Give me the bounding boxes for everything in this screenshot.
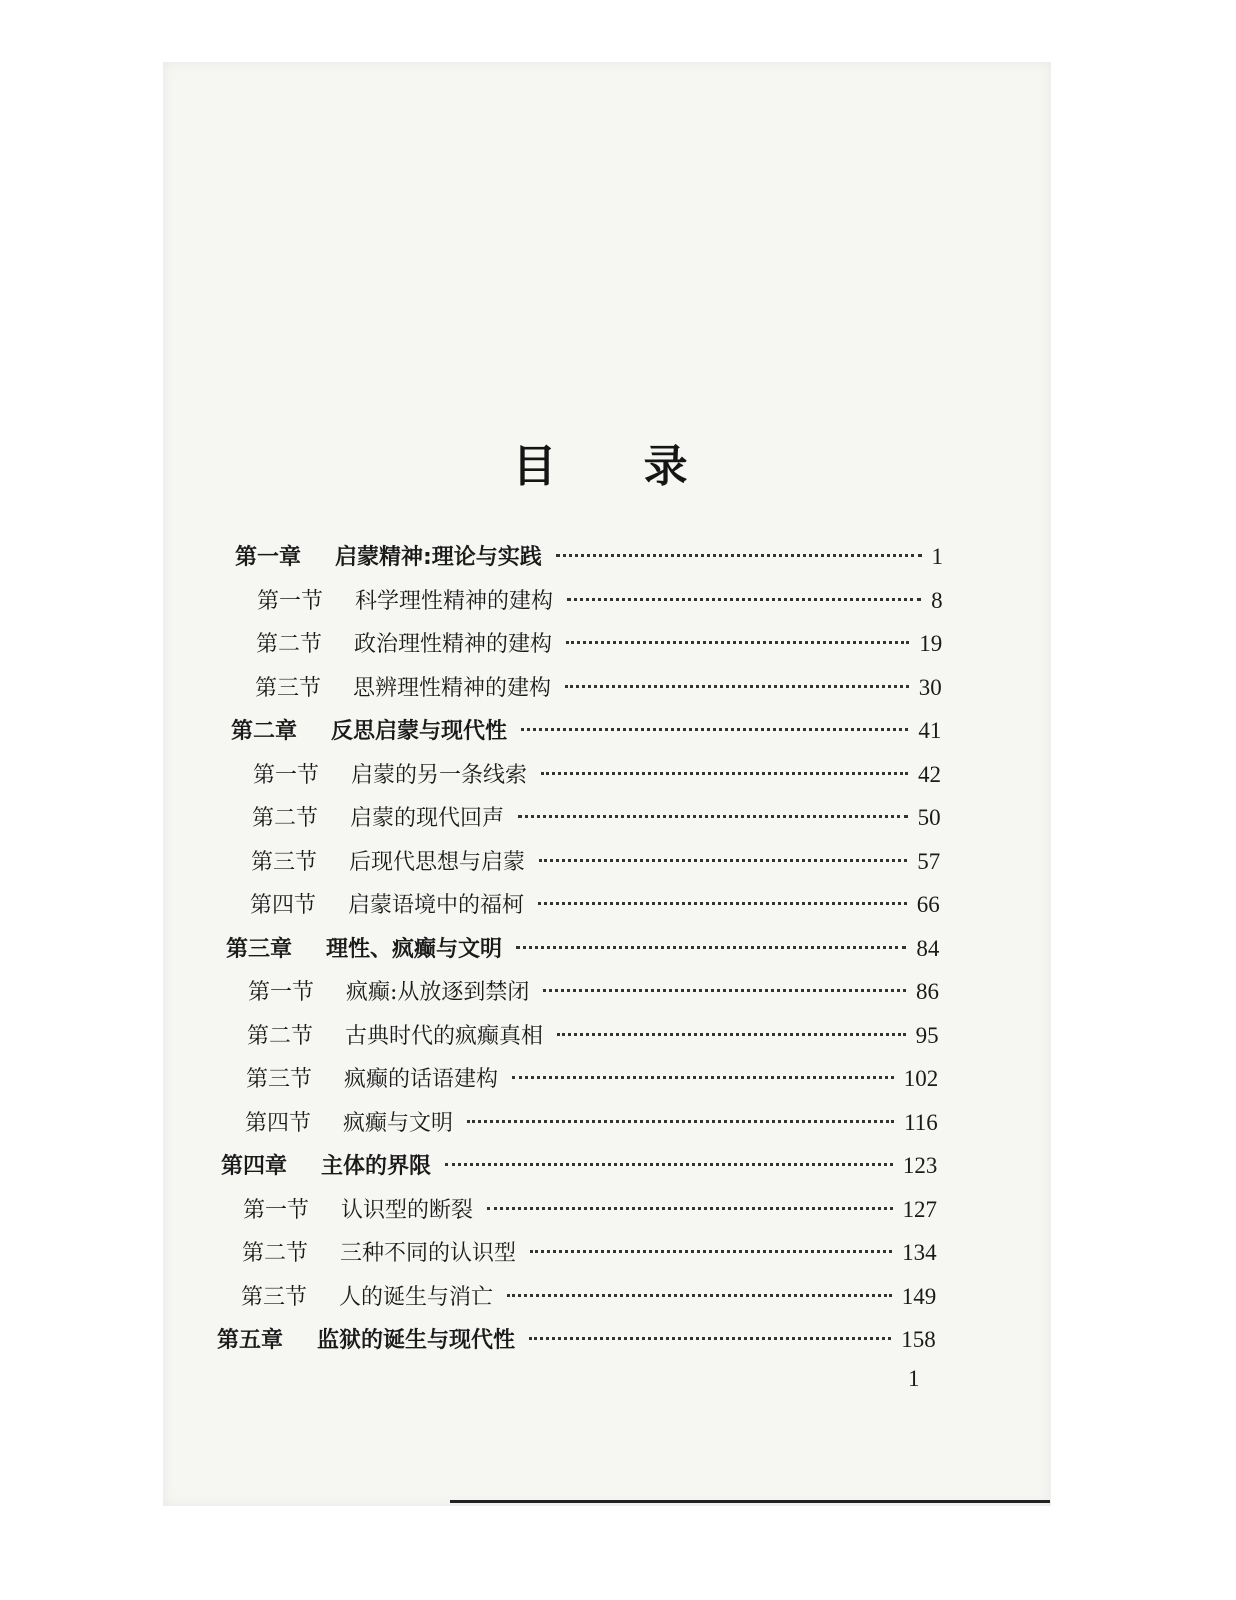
- dot-leader: [507, 1294, 892, 1297]
- section-title: 人的诞生与消亡: [339, 1284, 494, 1310]
- page-ref: 1: [931, 544, 943, 569]
- page-ref: 57: [917, 848, 941, 874]
- section-title: 疯癫与文明: [343, 1110, 454, 1136]
- page-ref: 41: [918, 718, 942, 743]
- section-number: 第一节: [257, 588, 324, 614]
- toc-chapter-entry: [226, 929, 939, 969]
- page-ref: 50: [917, 805, 941, 830]
- dot-leader: [518, 815, 908, 818]
- toc-section-entry: [246, 1059, 938, 1099]
- toc-section-entry: [242, 1233, 937, 1273]
- section-number: 第三节: [241, 1284, 308, 1310]
- section-title: 启蒙的另一条线索: [351, 762, 528, 788]
- section-number: 第二节: [252, 806, 319, 831]
- toc-section-entry: [247, 1016, 939, 1056]
- section-title: 认识型的断裂: [341, 1197, 474, 1223]
- section-title: 政治理性精神的建构: [354, 632, 553, 657]
- toc-chapter-entry: [235, 537, 943, 577]
- toc-section-entry: [248, 972, 939, 1012]
- toc-chapter-entry: [221, 1146, 937, 1186]
- page-ref: 95: [915, 1022, 939, 1048]
- toc-chapter-entry: [231, 711, 941, 751]
- toc-section-entry: [257, 581, 943, 621]
- toc-section-entry: [245, 1103, 938, 1143]
- section-number: 第三节: [255, 675, 322, 701]
- chapter-number: 第四章: [221, 1154, 288, 1179]
- page-ref: 123: [902, 1153, 938, 1178]
- page-ref: 66: [916, 892, 940, 917]
- section-number: 第一节: [253, 762, 320, 788]
- page-ref: 158: [901, 1327, 936, 1352]
- chapter-title: 监狱的诞生与现代性: [317, 1328, 516, 1353]
- section-title: 疯癫的话语建构: [344, 1067, 499, 1092]
- section-number: 第四节: [245, 1110, 312, 1136]
- dot-leader: [543, 989, 906, 992]
- section-title: 启蒙语境中的福柯: [348, 893, 525, 918]
- dot-leader: [516, 946, 906, 949]
- dot-leader: [529, 1337, 891, 1340]
- page-number: 1: [908, 1366, 920, 1391]
- dot-leader: [565, 685, 909, 688]
- dot-leader: [467, 1120, 894, 1123]
- section-number: 第三节: [246, 1067, 313, 1092]
- chapter-number: 第一章: [235, 545, 302, 570]
- section-number: 第一节: [248, 980, 315, 1005]
- chapter-number: 第五章: [217, 1328, 284, 1353]
- dot-leader: [539, 859, 907, 862]
- page-ref: 116: [904, 1109, 938, 1135]
- page-ref: 134: [902, 1240, 937, 1265]
- page-ref: 149: [901, 1283, 937, 1309]
- section-number: 第三节: [251, 849, 318, 875]
- toc-section-entry: [243, 1190, 937, 1230]
- page-ref: 8: [931, 587, 943, 613]
- section-title: 疯癫:从放逐到禁闭: [346, 980, 530, 1005]
- toc-section-entry: [250, 885, 940, 925]
- section-title: 三种不同的认识型: [340, 1241, 517, 1266]
- dot-leader: [567, 598, 921, 601]
- toc-chapter-entry: [217, 1320, 936, 1360]
- dot-leader: [541, 772, 908, 775]
- toc-section-entry: [241, 1277, 936, 1317]
- dot-leader: [556, 554, 922, 557]
- page-ref: 102: [903, 1066, 939, 1091]
- section-title: 后现代思想与启蒙: [349, 849, 526, 875]
- page-edge-shadow: [450, 1500, 1050, 1503]
- section-title: 思辨理性精神的建构: [353, 675, 552, 701]
- chapter-number: 第三章: [226, 936, 293, 962]
- section-number: 第二节: [256, 632, 323, 657]
- section-title: 启蒙的现代回声: [350, 806, 505, 831]
- section-number: 第二节: [247, 1023, 314, 1049]
- page-ref: 19: [919, 631, 943, 656]
- section-number: 第一节: [243, 1197, 310, 1223]
- section-number: 第四节: [250, 893, 317, 918]
- page-ref: 42: [918, 761, 941, 787]
- toc-section-entry: [255, 668, 942, 708]
- section-number: 第二节: [242, 1241, 309, 1266]
- section-title: 古典时代的疯癫真相: [345, 1023, 544, 1049]
- page-ref: 84: [916, 935, 940, 961]
- chapter-title: 主体的界限: [321, 1154, 432, 1179]
- page-ref: 30: [918, 674, 942, 700]
- dot-leader: [557, 1033, 906, 1036]
- toc-section-entry: [252, 798, 941, 838]
- chapter-title: 反思启蒙与现代性: [331, 719, 508, 744]
- dot-leader: [487, 1207, 892, 1210]
- chapter-title: 理性、疯癫与文明: [326, 936, 503, 962]
- page-ref: 86: [916, 979, 939, 1004]
- dot-leader: [566, 641, 909, 644]
- toc-section-entry: [256, 624, 942, 664]
- toc-section-entry: [251, 842, 940, 882]
- toc-section-entry: [253, 755, 941, 795]
- chapter-number: 第二章: [231, 719, 298, 744]
- page-ref: 127: [902, 1196, 937, 1222]
- toc-heading: 目 录: [512, 441, 724, 492]
- dot-leader: [538, 902, 907, 905]
- dot-leader: [521, 728, 908, 731]
- section-title: 科学理性精神的建构: [355, 588, 554, 614]
- chapter-title: 启蒙精神:理论与实践: [335, 545, 542, 570]
- dot-leader: [445, 1163, 893, 1166]
- dot-leader: [512, 1076, 894, 1079]
- dot-leader: [530, 1250, 892, 1253]
